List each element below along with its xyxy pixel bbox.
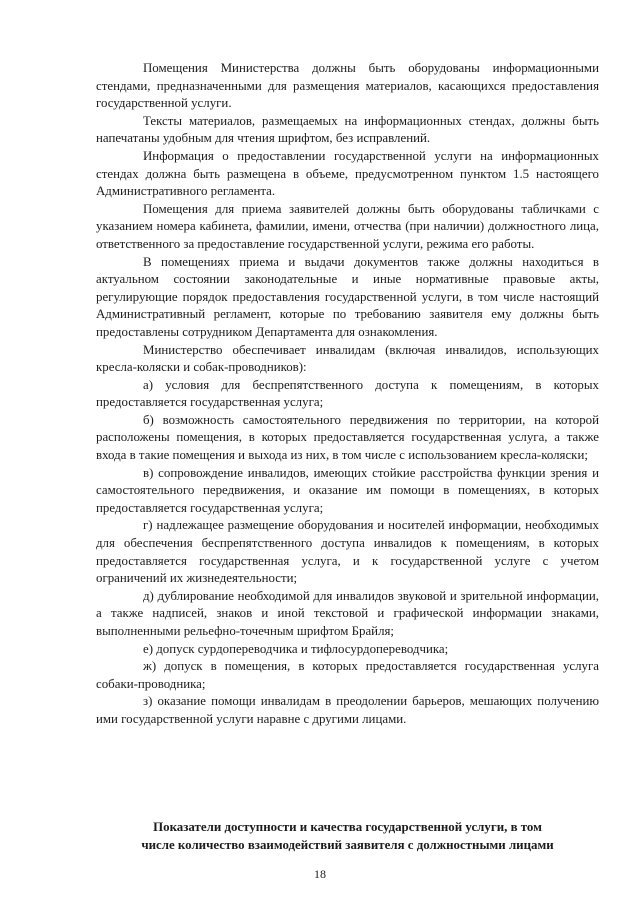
list-item-v: в) сопровождение инвалидов, имеющих стойкие расстройства функции зрения и самостоятельного передвижения, и оказание им помощи в помещениях, в которых предоставляется государственная услуга; — [96, 465, 599, 515]
list-item-a: а) условия для беспрепятственного доступа к помещениям, в которых предоставляется государственная услуга; — [96, 377, 599, 410]
paragraph-reception-signs: Помещения для приема заявителей должны быть оборудованы табличками с указанием номера кабинета, фамилии, имени, отчества (при наличии) должностного лица, ответственного за предоставление государственной услуги, режима его работы. — [96, 201, 599, 251]
list-item-b: б) возможность самостоятельного передвижения по территории, на которой расположены помещения, в которых предоставляется государственная услуга, а также входа в такие помещения и выхода из них, в том числе с использованием кресла-коляски; — [96, 412, 599, 463]
document-body — [96, 60, 599, 729]
list-item-g: г) надлежащее размещение оборудования и носителей информации, необходимых для обеспечения беспрепятственного доступа инвалидов к помещениям, в которых предоставляется государственная услуга, и к государственной услуге с учетом ограничений их жизнедеятельности; — [96, 518, 599, 586]
list-item-e: е) допуск сурдопереводчика и тифлосурдопереводчика; — [143, 641, 449, 656]
paragraph-ministry-provides: Министерство обеспечивает инвалидам (включая инвалидов, использующих кресла-коляски и собак-проводников): — [96, 342, 599, 375]
paragraph-legal-acts: В помещениях приема и выдачи документов также должны находиться в актуальном состоянии законодательные и иные нормативные правовые акты, регулирующие порядок предоставления государственной услуги, в том числе настоящий Административный регламент, которые по требованию заявителя ему должны быть предоставлены сотрудником Департамента для ознакомления. — [96, 254, 599, 339]
paragraph-info-volume: Информация о предоставлении государственной услуги на информационных стендах должна быть размещена в объеме, предусмотренном пунктом 1.5 настоящего Административного регламента. — [96, 148, 599, 199]
list-item-d: д) дублирование необходимой для инвалидов звуковой и зрительной информации, а также надписей, знаков и иной текстовой и графической информации знаками, выполненными рельефно-точечным шрифтом Брайля; — [96, 588, 599, 638]
page-number: 18 — [314, 867, 326, 881]
section-heading — [96, 819, 599, 854]
section-heading-line-1: Показатели доступности и качества государственной услуги, в том — [153, 820, 542, 834]
section-heading-line-2: числе количество взаимодействий заявителя с должностными лицами — [141, 837, 554, 852]
list-item-z: з) оказание помощи инвалидам в преодолении барьеров, мешающих получению ими государственной услуги наравне с другими лицами. — [96, 694, 599, 726]
paragraph-materials-texts: Тексты материалов, размещаемых на информационных стендах, должны быть напечатаны удобным для чтения шрифтом, без исправлений. — [96, 113, 599, 146]
paragraph-info-stands: Помещения Министерства должны быть оборудованы информационными стендами, предназначенными для размещения материалов, касающихся предоставления государственной услуги. — [96, 61, 599, 111]
list-item-zh: ж) допуск в помещения, в которых предоставляется государственная услуга собаки-проводника; — [96, 659, 599, 691]
